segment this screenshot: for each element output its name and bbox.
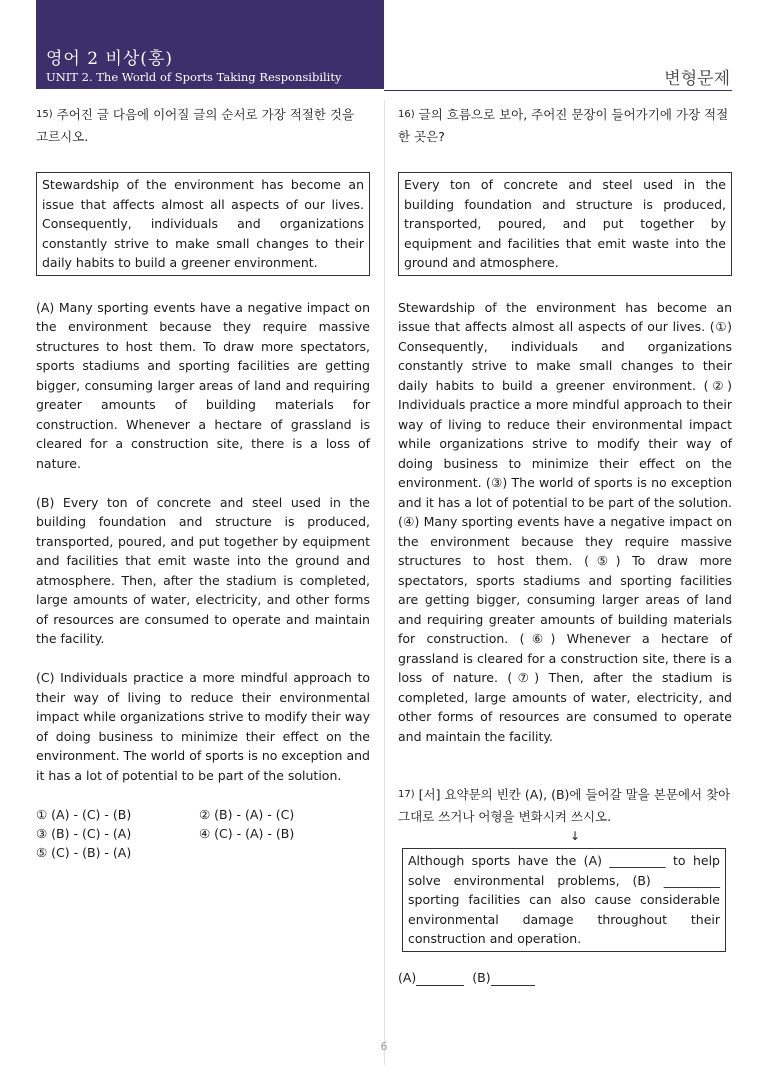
q16-prompt-text: 글의 흐름으로 보아, 주어진 문장이 들어가기에 가장 적절한 곳은?	[398, 107, 729, 144]
q17-answer-b-blank[interactable]	[491, 970, 535, 986]
q17-answer-a-label: (A)	[398, 969, 417, 985]
q17-number: 17)	[398, 789, 415, 800]
q16-number: 16)	[398, 109, 415, 120]
section-tag: 변형문제	[664, 69, 730, 89]
q16-prompt	[398, 104, 732, 148]
question-17	[398, 784, 732, 986]
q15-choice-2[interactable]: ② (B) - (A) - (C)	[199, 807, 295, 822]
column-divider	[384, 100, 385, 1065]
q15-paragraph-a: (A) Many sporting events have a negative impact on the environment because they require massive structures to host them. To draw more spectators, sports stadiums and sporting facilities are getting bigger, consuming larger areas of land and requiring greater amounts of building materials for construction. Whenever a hectare of grassland is cleared for a construction site, there is a loss of nature.	[36, 299, 370, 471]
q15-prompt-text: 주어진 글 다음에 이어질 글의 순서로 가장 적절한 것을 고르시오.	[36, 107, 355, 144]
q15-choice-5[interactable]: ⑤ (C) - (B) - (A)	[36, 845, 132, 860]
question-16	[398, 104, 732, 986]
course-title: 영어 2 비상(홍)	[46, 49, 173, 69]
q15-paragraph-c: (C) Individuals practice a more mindful approach to their way of living to reduce their environmental impact while organizations strive to modify their way of doing business to minimize their effect on the environment. The world of sports is no exception and it has a lot of potential to be part of the solution.	[36, 670, 370, 783]
q15-choice-1[interactable]: ① (A) - (C) - (B)	[36, 807, 132, 822]
q17-prompt	[398, 784, 732, 828]
unit-title: UNIT 2. The World of Sports Taking Responsibility	[46, 70, 342, 84]
q17-answer-a-blank[interactable]	[416, 970, 464, 986]
q16-passage: Stewardship of the environment has become an issue that affects almost all aspects of our lives. (①) Consequently, individuals and organizations constantly strive to make small changes to their daily habits to build a greener environment. (②) Individuals practice a more mindful approach to their way of living to reduce their environmental impact while organizations strive to modify their way of doing business to minimize their effect on the environment. (③) The world of sports is no exception and it has a lot of potential to be part of the solution. (④) Many sporting events have a negative impact on the environment because they require massive structures to host them. (⑤) To draw more spectators, sports stadiums and sporting facilities are getting bigger, consuming larger areas of land and requiring greater amounts of building materials for construction. (⑥) Whenever a hectare of grassland is cleared for a construction site, there is a loss of nature. (⑦) Then, after the stadium is completed, large amounts of water, electricity, and other forms of resources are consumed to operate and maintain the facility.	[398, 299, 732, 744]
q17-answer-line	[398, 970, 732, 986]
question-15	[36, 104, 370, 862]
q15-number: 15)	[36, 109, 53, 120]
header-rule	[384, 90, 732, 91]
header-bar	[36, 0, 384, 89]
q15-choice-3[interactable]: ③ (B) - (C) - (A)	[36, 826, 132, 841]
q15-choices	[36, 805, 370, 862]
q17-summary-box: Although sports have the (A) _________ to help solve environmental problems, (B) _________ sporting facilities can also cause considerable environmental damage throughout their construction and operation.	[402, 848, 726, 952]
q15-choice-4[interactable]: ④ (C) - (A) - (B)	[199, 826, 295, 841]
q17-prompt-text: [서] 요약문의 빈칸 (A), (B)에 들어갈 말을 본문에서 찾아 그대로 쓰거나 어형을 변화시켜 쓰시오.	[398, 787, 731, 824]
q15-prompt	[36, 104, 370, 148]
page-number: 6	[380, 1040, 388, 1053]
down-arrow-icon: ↓	[569, 829, 581, 843]
q15-given-box: Stewardship of the environment has become an issue that affects almost all aspects of our lives. Consequently, individuals and organizations constantly strive to make small changes to their daily habits to build a greener environment.	[36, 172, 370, 276]
q16-given-box: Every ton of concrete and steel used in the building foundation and structure is produced, transported, poured, and put together by equipment and facilities that emit waste into the ground and atmosphere.	[398, 172, 732, 276]
q17-answer-b-label: (B)	[472, 969, 491, 985]
q15-paragraph-b: (B) Every ton of concrete and steel used in the building foundation and structure is produced, transported, poured, and put together by equipment and facilities that emit waste into the ground and atmosphere. Then, after the stadium is completed, large amounts of water, electricity, and other forms of resources are consumed to operate and maintain the facility.	[36, 494, 370, 646]
